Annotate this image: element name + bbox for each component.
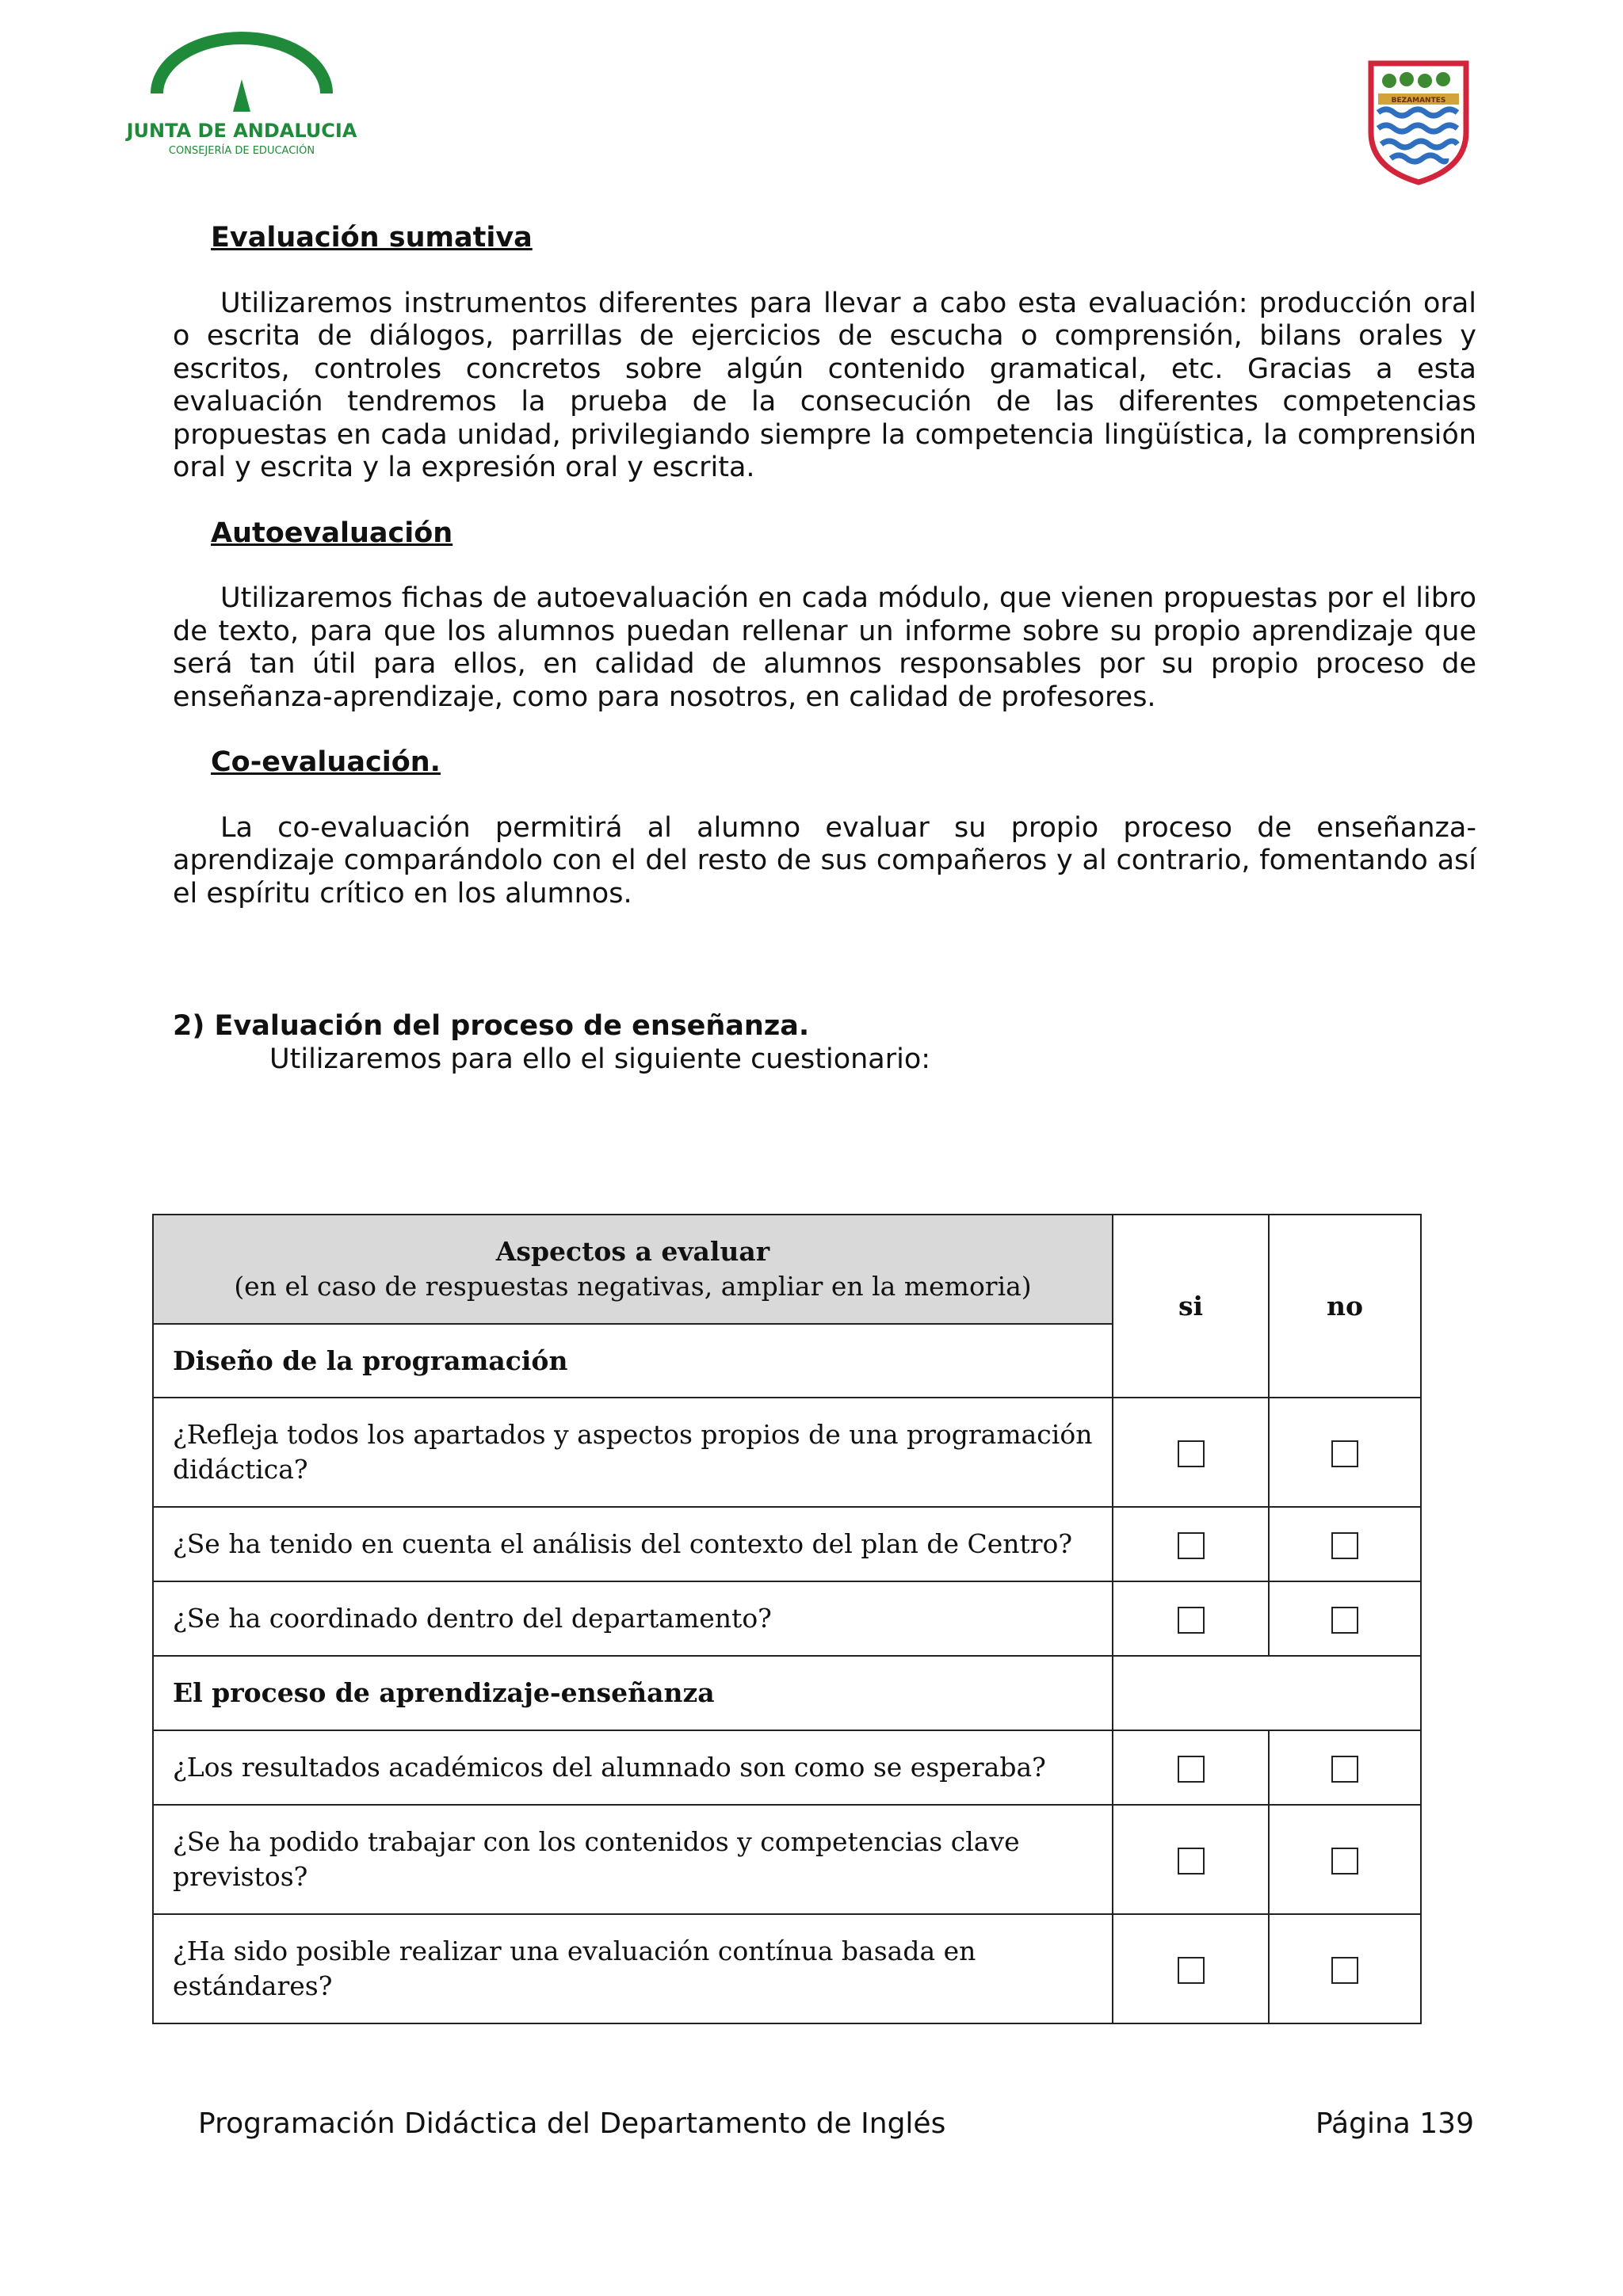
document-body — [173, 222, 1476, 1076]
section2-subtitle: Utilizaremos para ello el siguiente cuestionario: — [269, 1043, 931, 1075]
evaluation-questionnaire — [152, 1214, 1422, 2024]
question-text: ¿Refleja todos los apartados y aspectos propios de una programación didáctica? — [153, 1398, 1113, 1507]
column-yes-header: si — [1113, 1215, 1269, 1398]
group-header-diseno: Diseño de la programación — [153, 1324, 1113, 1398]
no-checkbox[interactable] — [1331, 1607, 1358, 1634]
no-checkbox[interactable] — [1331, 1532, 1358, 1559]
yes-checkbox[interactable] — [1178, 1532, 1205, 1559]
footer-title: Programación Didáctica del Departamento de Inglés — [198, 2107, 946, 2140]
question-text: ¿Se ha podido trabajar con los contenidos y competencias clave previstos? — [153, 1805, 1113, 1914]
page-number: Página 139 — [1315, 2107, 1474, 2140]
section2-title: 2) Evaluación del proceso de enseñanza. — [173, 1010, 810, 1042]
no-checkbox[interactable] — [1331, 1440, 1358, 1467]
shield-text: BEZAMANTES — [1391, 97, 1446, 105]
table-row — [153, 1398, 1421, 1507]
yes-checkbox[interactable] — [1178, 1756, 1205, 1783]
header-subtitle: (en el caso de respuestas negativas, ampliar en la memoria) — [234, 1271, 1032, 1302]
header-title: Aspectos a evaluar — [495, 1236, 770, 1267]
table-row — [153, 1730, 1421, 1805]
column-no-header: no — [1269, 1215, 1421, 1398]
table-row — [153, 1914, 1421, 2023]
para-coevaluacion: La co-evaluación permitirá al alumno evaluar su propio proceso de enseñanza-aprendizaje comparándolo con el del resto de sus compañeros y al contrario, fomentando así el espíritu crítico en los alumnos. — [173, 811, 1476, 910]
yes-checkbox[interactable] — [1178, 1440, 1205, 1467]
question-text: ¿Se ha tenido en cuenta el análisis del contexto del plan de Centro? — [153, 1507, 1113, 1581]
municipal-shield-logo — [1367, 57, 1470, 184]
table-row — [153, 1507, 1421, 1581]
heading-coevaluacion: Co-evaluación. — [211, 746, 441, 778]
question-text: ¿Ha sido posible realizar una evaluación contínua basada en estándares? — [153, 1914, 1113, 2023]
yes-checkbox[interactable] — [1178, 1848, 1205, 1875]
junta-andalucia-logo — [126, 22, 357, 165]
empty-cell — [1113, 1656, 1421, 1730]
table-row — [153, 1581, 1421, 1656]
yes-checkbox[interactable] — [1178, 1607, 1205, 1634]
question-text: ¿Los resultados académicos del alumnado son como se esperaba? — [153, 1730, 1113, 1805]
table-header — [153, 1215, 1113, 1324]
logo-sub-text: CONSEJERÍA DE EDUCACIÓN — [168, 145, 315, 157]
para-sumativa: Utilizaremos instrumentos diferentes para llevar a cabo esta evaluación: producción oral o escrita de diálogos, parrillas de ejercicios de escucha o comprensión, bilans orales y escritos, controles concretos sobre algún contenido gramatical, etc. Gracias a esta evaluación tendremos la prueba de la consecución de las diferentes competencias propuestas en cada unidad, privilegiando siempre la competencia lingüística, la comprensión oral y escrita y la expresión oral y escrita. — [173, 287, 1476, 483]
heading-autoevaluacion: Autoevaluación — [211, 517, 453, 549]
no-checkbox[interactable] — [1331, 1957, 1358, 1984]
heading-sumativa: Evaluación sumativa — [211, 222, 533, 254]
table-row — [153, 1805, 1421, 1914]
yes-checkbox[interactable] — [1178, 1957, 1205, 1984]
group-header-proceso: El proceso de aprendizaje-enseñanza — [153, 1656, 1113, 1730]
question-text: ¿Se ha coordinado dentro del departamento? — [153, 1581, 1113, 1656]
no-checkbox[interactable] — [1331, 1756, 1358, 1783]
para-autoevaluacion: Utilizaremos fichas de autoevaluación en cada módulo, que vienen propuestas por el libro de texto, para que los alumnos puedan rellenar un informe sobre su propio aprendizaje que será tan útil para ellos, en calidad de alumnos responsables por su propio proceso de enseñanza-aprendizaje, como para nosotros, en calidad de profesores. — [173, 582, 1476, 713]
no-checkbox[interactable] — [1331, 1848, 1358, 1875]
logo-main-text: JUNTA DE ANDALUCIA — [126, 120, 357, 142]
